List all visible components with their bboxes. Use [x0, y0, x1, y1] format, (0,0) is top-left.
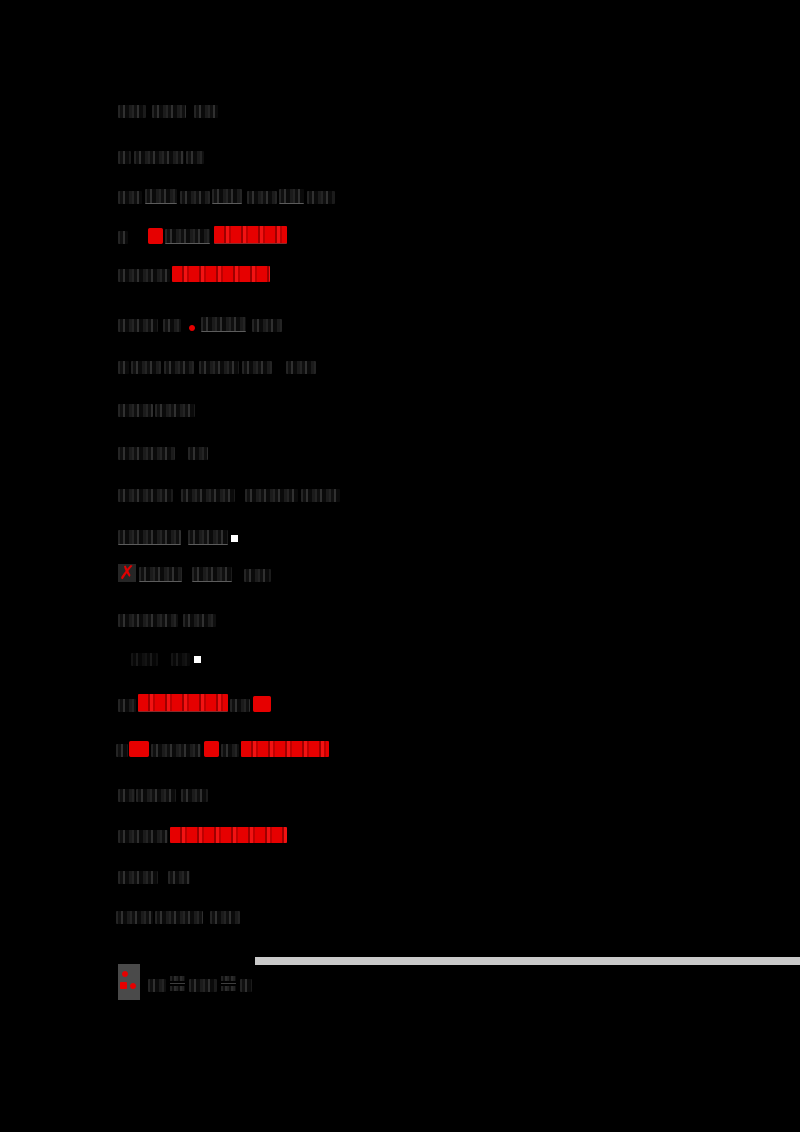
text-run: [307, 191, 335, 204]
worksheet-line: [118, 356, 316, 374]
worksheet-line: [118, 226, 287, 244]
worksheet-line: [118, 825, 287, 843]
gray-highlight-bar: [255, 957, 800, 965]
text-run-underlined: [118, 530, 181, 545]
text-run: [118, 191, 142, 204]
text-run: [221, 744, 239, 757]
text-run: [164, 361, 194, 374]
stamp-red-dot: [130, 983, 136, 989]
text-run: [155, 404, 195, 417]
fraction-part: [170, 986, 185, 991]
text-run: [118, 871, 158, 884]
text-run-underlined: [192, 567, 232, 582]
text-run: [116, 744, 128, 757]
text-run: [240, 979, 252, 992]
worksheet-line: [118, 694, 271, 712]
text-run: [155, 911, 203, 924]
text-run: [199, 361, 239, 374]
worksheet-line: [118, 866, 190, 884]
text-run: [118, 404, 153, 417]
worksheet-line: [118, 399, 195, 417]
text-run: [118, 614, 178, 627]
text-run: [131, 361, 161, 374]
answer-text-red-underlined: [214, 226, 287, 244]
white-highlight-square: [231, 535, 238, 542]
text-run: [118, 830, 168, 843]
text-run: [186, 151, 204, 164]
text-run-underlined: [165, 229, 210, 244]
text-run-underlined: [145, 189, 177, 204]
text-run-underlined: [139, 567, 182, 582]
text-run: [242, 361, 272, 374]
text-run: [194, 105, 218, 118]
answer-text-red: [172, 266, 270, 282]
text-run: [118, 319, 158, 332]
x-mark-icon: ✗: [119, 562, 135, 584]
text-run: [183, 614, 216, 627]
grading-stamp: [118, 964, 140, 1000]
fraction-part: [221, 976, 236, 981]
stamp-red-dot: [122, 971, 128, 977]
worksheet-line: [118, 186, 335, 204]
text-run: [168, 871, 190, 884]
text-run: [116, 911, 153, 924]
text-run-underlined: [201, 317, 246, 332]
answer-char-red: [148, 228, 163, 244]
text-run: [151, 744, 201, 757]
worksheet-line: [118, 146, 204, 164]
answer-char-red: [253, 696, 271, 712]
answer-char-red: [204, 741, 219, 757]
text-run: [286, 361, 316, 374]
worksheet-line: [118, 960, 252, 1000]
worksheet-line: [118, 100, 218, 118]
worksheet-line: [118, 609, 216, 627]
fraction-expression: [221, 968, 236, 998]
text-run: [118, 269, 170, 282]
text-run: [189, 979, 217, 992]
worksheet-line: [118, 564, 271, 582]
text-run: [180, 191, 210, 204]
text-run: [118, 789, 135, 802]
worksheet-line: [118, 648, 201, 666]
worksheet-line: [118, 314, 282, 332]
text-run: [118, 489, 173, 502]
worksheet-line: [116, 906, 240, 924]
text-run: [152, 105, 186, 118]
fraction-part: [170, 983, 185, 984]
text-run: [210, 911, 240, 924]
text-run-underlined: [188, 530, 228, 545]
stamp-red-dot: [120, 982, 127, 989]
text-run-underlined: [279, 189, 304, 204]
text-run: [118, 699, 136, 712]
text-run: [181, 489, 235, 502]
text-run: [301, 489, 340, 502]
text-run: [134, 151, 184, 164]
text-run: [230, 699, 250, 712]
answer-text-red: [170, 827, 287, 843]
text-run: [252, 319, 282, 332]
worksheet-line: [116, 739, 329, 757]
text-run-faint: [171, 653, 190, 666]
text-run: [148, 979, 166, 992]
worksheet-line: [118, 442, 208, 460]
text-run: [163, 319, 181, 332]
answer-char-red: [129, 741, 149, 757]
worksheet-line: [118, 527, 238, 545]
text-run: [181, 789, 208, 802]
text-run: [118, 105, 146, 118]
fraction-part: [221, 983, 236, 984]
text-run: [244, 569, 271, 582]
text-run: [118, 151, 131, 164]
text-run: [245, 489, 298, 502]
answer-text-red-underlined: [138, 694, 228, 712]
text-run: [247, 191, 277, 204]
text-run: [118, 361, 129, 374]
text-run: [118, 447, 175, 460]
worksheet-line: [118, 484, 340, 502]
worksheet-line: [118, 264, 270, 282]
red-decimal-point: [189, 325, 195, 331]
fraction-expression: [170, 968, 185, 998]
white-highlight-square: [194, 656, 201, 663]
fraction-part: [221, 986, 236, 991]
fraction-part: [170, 976, 185, 981]
text-run: [136, 789, 176, 802]
text-run-underlined: [212, 189, 242, 204]
text-run: [118, 231, 128, 244]
worksheet-line: [118, 784, 208, 802]
text-run-faint: [131, 653, 158, 666]
answer-text-red: [241, 741, 329, 757]
text-run: [188, 447, 208, 460]
